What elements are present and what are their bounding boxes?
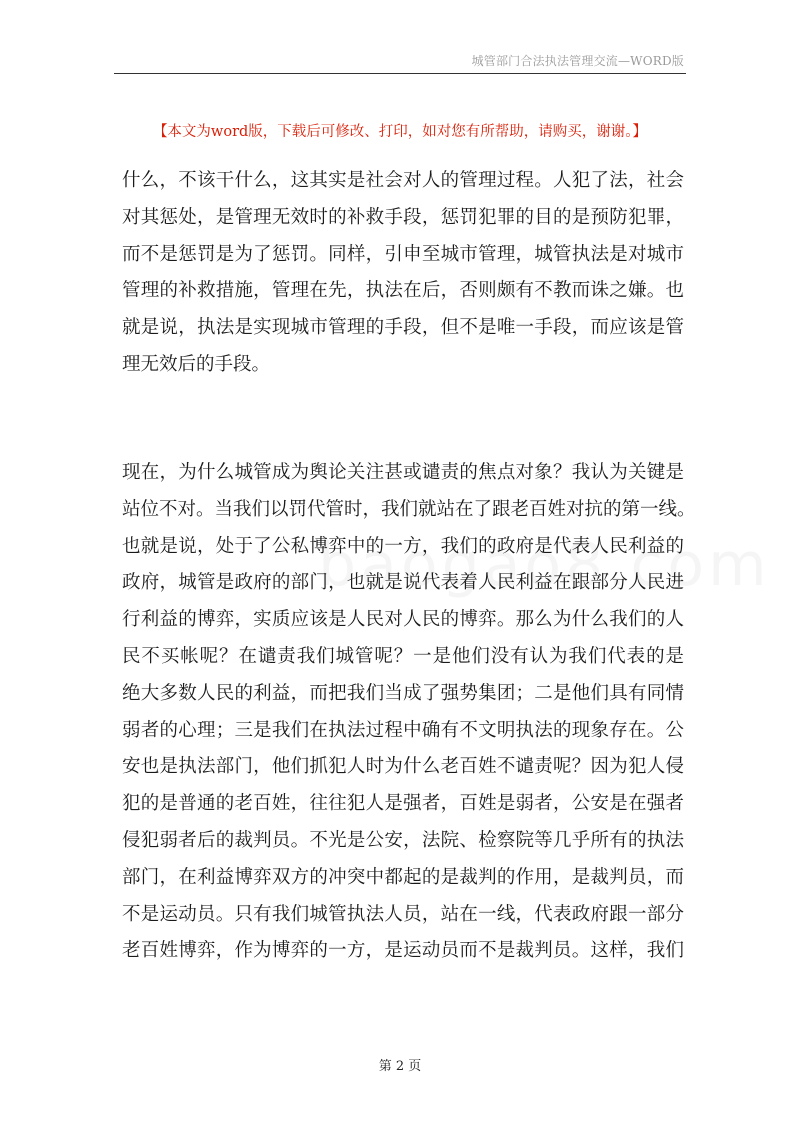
paragraph-line: 行利益的博弈，实质应该是人民对人民的博弈。那么为什么我们的人 (122, 609, 684, 631)
paragraph-line: 也就是说，处于了公私博弈中的一方，我们的政府是代表人民利益的 (122, 535, 684, 557)
paragraph-line: 老百姓博弈，作为博弈的一方，是运动员而不是裁判员。这样，我们 (122, 940, 684, 962)
page-number: 第 2 页 (378, 1059, 422, 1074)
paragraph-line: 站位不对。当我们以罚代管时，我们就站在了跟老百姓对抗的第一线。 (122, 498, 696, 520)
header-divider (114, 73, 686, 74)
paragraph-line: 民不买帐呢？在谴责我们城管呢？一是他们没有认为我们代表的是 (122, 645, 684, 667)
paragraph-line: 不是运动员。只有我们城管执法人员，站在一线，代表政府跟一部分 (122, 903, 684, 925)
paragraph-line: 对其惩处，是管理无效时的补救手段，惩罚犯罪的目的是预防犯罪， (122, 206, 684, 228)
body-paragraph-1 (122, 163, 684, 384)
purchase-notice: 【本文为word版，下载后可修改、打印，如对您有所帮助，请购买，谢谢。】 (152, 124, 648, 140)
paragraph-line: 安也是执法部门，他们抓犯人时为什么老百姓不谴责呢？因为犯人侵 (122, 756, 684, 778)
paragraph-line: 就是说，执法是实现城市管理的手段，但不是唯一手段，而应该是管 (122, 317, 684, 339)
body-paragraph-2 (122, 455, 696, 970)
paragraph-line: 现在，为什么城管成为舆论关注甚或谴责的焦点对象？我认为关键是 (122, 462, 684, 483)
paragraph-line: 什么，不该干什么，这其实是社会对人的管理过程。人犯了法，社会 (122, 170, 684, 191)
paragraph-line: 而不是惩罚是为了惩罚。同样，引申至城市管理，城管执法是对城市 (122, 243, 684, 265)
paragraph-line: 部门，在利益博弈双方的冲突中都起的是裁判的作用，是裁判员，而 (122, 866, 684, 888)
paragraph-line: 理无效后的手段。 (122, 353, 271, 375)
paragraph-line: 政府，城管是政府的部门，也就是说代表着人民利益在跟部分人民进 (122, 572, 684, 594)
paragraph-line: 管理的补救措施，管理在先，执法在后，否则颇有不教而诛之嫌。也 (122, 280, 684, 302)
paragraph-line: 犯的是普通的老百姓，往往犯人是强者，百姓是弱者，公安是在强者 (122, 793, 684, 815)
document-header-title: 城管部门合法执法管理交流—WORD版 (471, 54, 684, 68)
paragraph-line: 侵犯弱者后的裁判员。不光是公安，法院、检察院等几乎所有的执法 (122, 829, 684, 851)
paragraph-line: 弱者的心理；三是我们在执法过程中确有不文明执法的现象存在。公 (122, 719, 684, 741)
paragraph-line: 绝大多数人民的利益，而把我们当成了强势集团；二是他们具有同情 (122, 682, 684, 704)
